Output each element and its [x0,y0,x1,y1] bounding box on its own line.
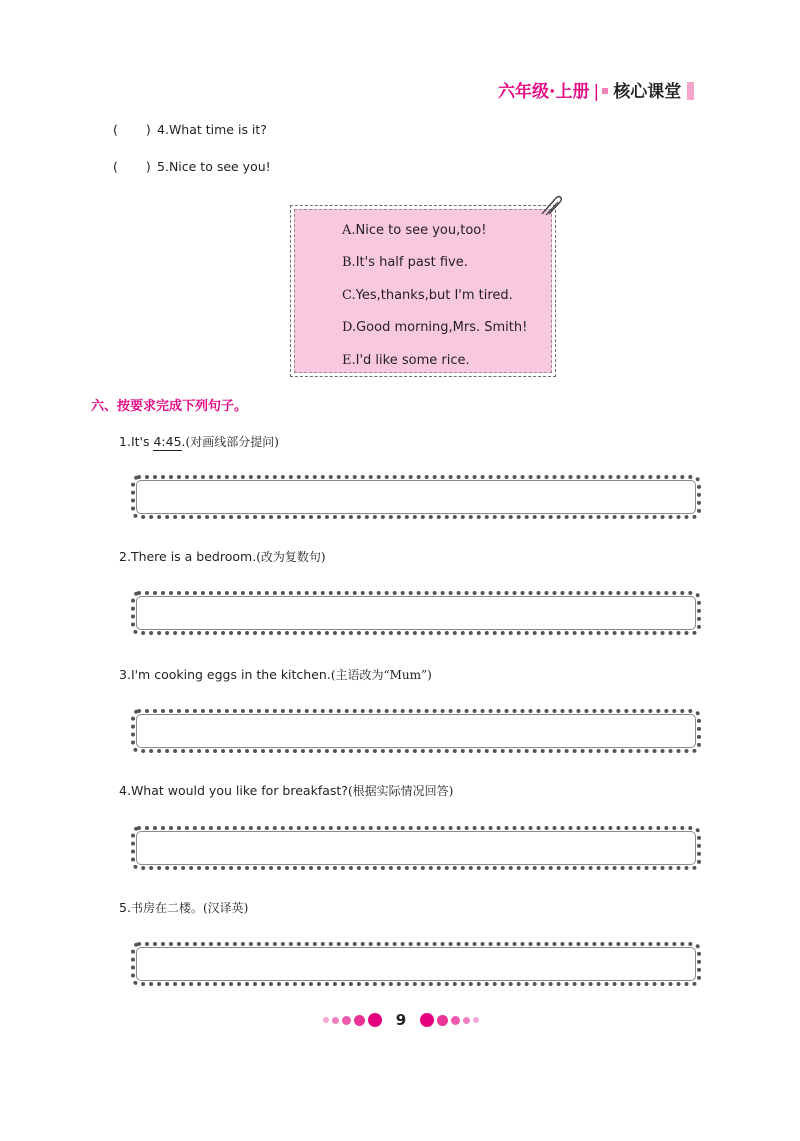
answer-box-4[interactable] [131,826,701,870]
option-d: D.Good morning,Mrs. Smith! [342,320,528,336]
decor-dot [420,1013,434,1027]
option-a: A.Nice to see you,too! [342,223,487,238]
answer-box-2[interactable] [131,591,701,635]
header-title: 核心课堂 [613,82,682,102]
header-grade: 六年级·上册 [498,82,590,102]
decor-dot [463,1017,470,1024]
answer-box-1[interactable] [131,475,701,519]
header-separator: | [593,82,600,102]
item-text: Nice to see you! [168,159,271,174]
page-header [498,77,694,102]
item-text: What time is it? [168,122,267,137]
option-e: E.I'd like some rice. [342,352,470,368]
question-1: 1.It's 4:45.(对画线部分提问) [119,434,279,449]
decor-dot [368,1013,382,1027]
page-footer [311,1009,491,1031]
decor-dot [354,1015,365,1026]
decor-dot [323,1017,329,1023]
answer-blank[interactable]: ( ) [113,122,151,137]
matching-item-4 [113,122,267,137]
question-3: 3.I'm cooking eggs in the kitchen.(主语改为“Mum”) [119,667,432,682]
section-title: 六、按要求完成下列句子。 [91,399,248,414]
underlined-text: 4:45 [153,434,182,449]
item-number: 5. [157,159,169,174]
option-b: B.It's half past five. [342,255,468,271]
question-2: 2.There is a bedroom.(改为复数句) [119,549,326,564]
decor-dot [342,1016,351,1025]
header-bar-icon [687,82,694,100]
page-number: 9 [395,1011,407,1029]
option-c: C.Yes,thanks,but I'm tired. [342,287,513,303]
question-5: 5.书房在二楼。(汉译英) [119,900,249,915]
decor-dot [451,1016,460,1025]
paperclip-icon [538,194,564,218]
matching-item-5 [113,159,271,174]
question-4: 4.What would you like for breakfast?(根据实际情况回答) [119,783,454,798]
header-square-icon [602,88,608,94]
decor-dot [332,1017,339,1024]
decor-dot [473,1017,479,1023]
answer-box-3[interactable] [131,709,701,753]
decor-dot [437,1015,448,1026]
answer-box-5[interactable] [131,942,701,986]
options-box [290,205,556,377]
item-number: 4. [157,122,169,137]
answer-blank[interactable]: ( ) [113,159,151,174]
